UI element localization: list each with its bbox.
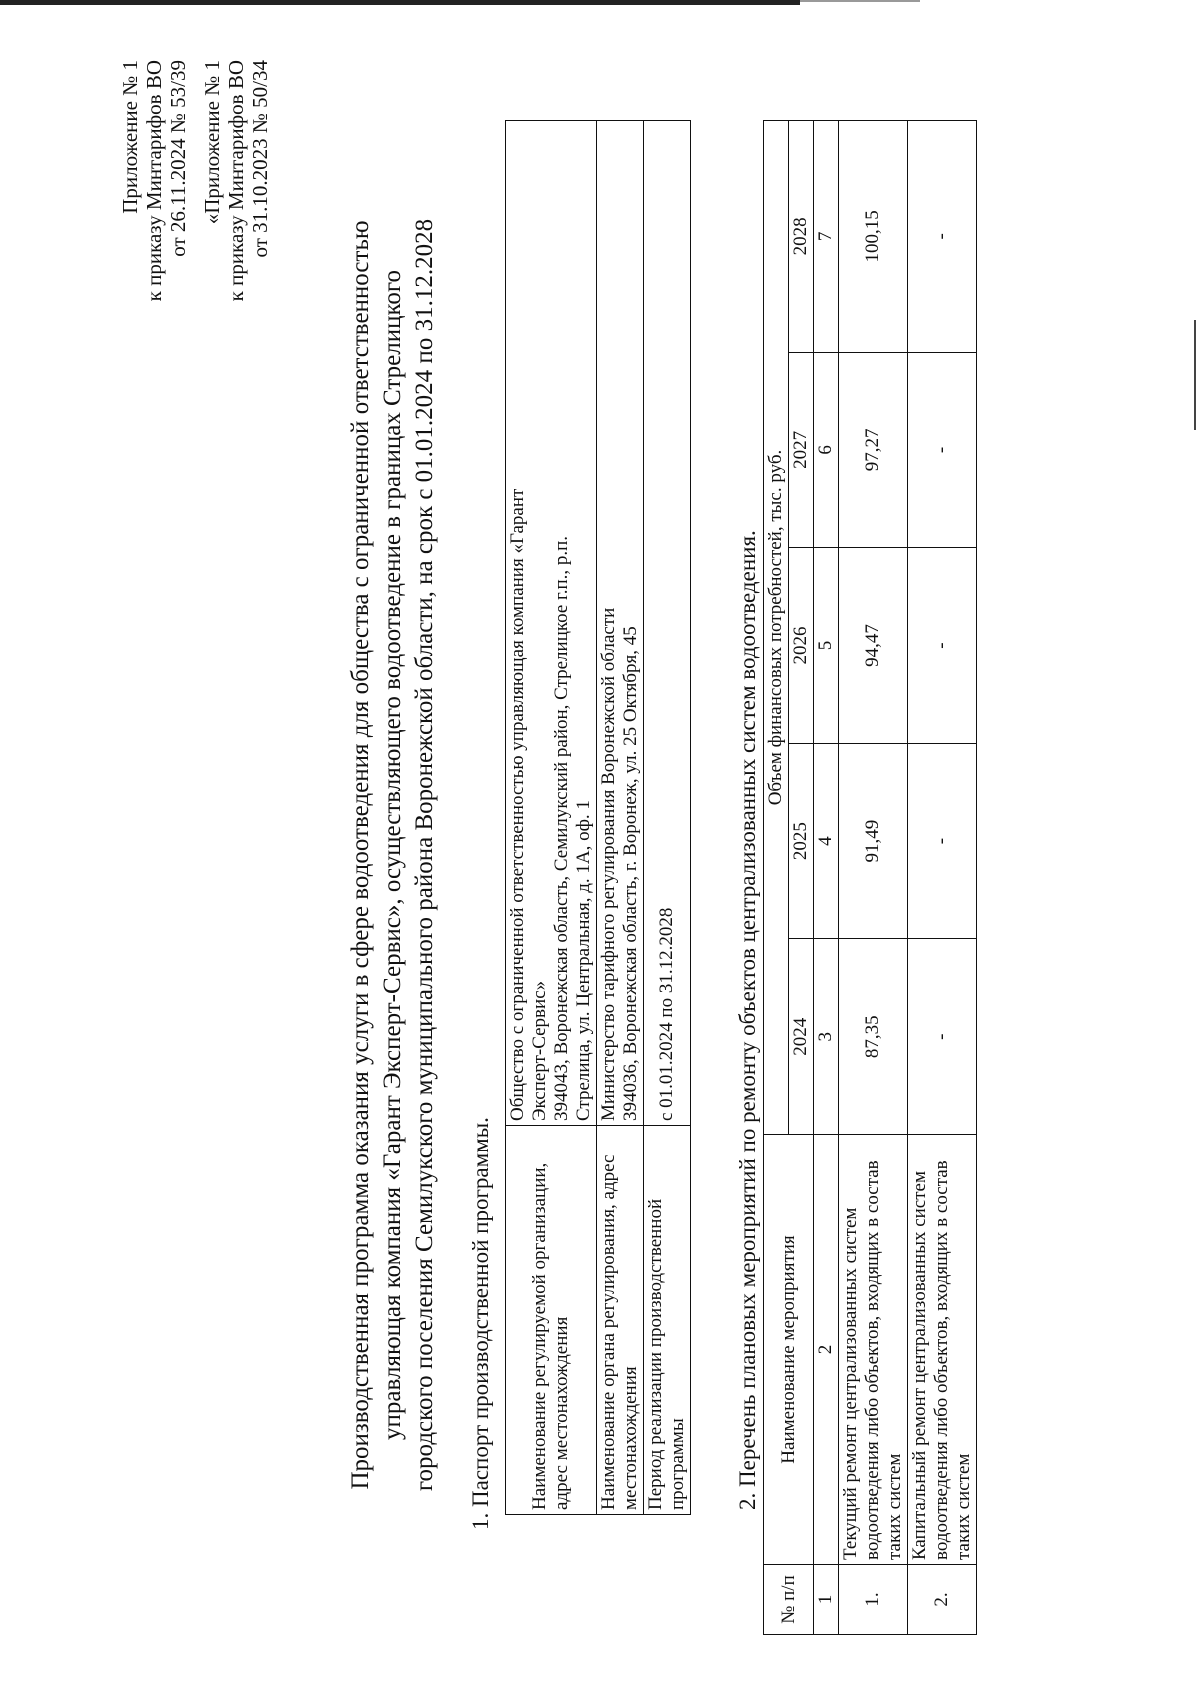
header-year: 2028 [789,121,814,353]
annex-previous-line-3: от 31.10.2023 № 50/34 [248,60,272,258]
header-year: 2024 [789,939,814,1135]
passport-label: Наименование органа регулирования, адрес местонахождения [597,1126,644,1515]
row-value: 94,47 [839,548,908,744]
passport-label: Наименование регулируемой организации, адрес местонахождения [506,1126,597,1515]
passport-value-line: Стрелица, ул. Центральная, д. 1А, оф. 1 [573,800,594,1121]
passport-value-line: 394036, Воронежская область, г. Воронеж, ул. 25 Октября, 45 [620,626,641,1121]
passport-value-line: Министерство тарифного регулирования Воронежской области [598,607,619,1121]
passport-value-line: Общество с ограниченной ответственностью управляющая компания «Гарант [507,488,528,1121]
passport-table [505,120,691,1515]
passport-label: Период реализации производственной программы [644,1126,691,1515]
passport-row-regulator [597,121,644,1515]
index-cell: 1 [814,1565,839,1635]
index-cell: 5 [814,548,839,744]
annex-current-line-2: к приказу Минтарифов ВО [142,60,166,302]
row-value: 87,35 [839,939,908,1135]
row-value: 100,15 [839,121,908,353]
repair-measures-table [763,120,977,1635]
row-value: - [908,352,977,548]
header-year: 2025 [789,743,814,939]
passport-value-line: с 01.01.2024 по 31.12.2028 [656,907,677,1121]
passport-value [506,121,597,1126]
header-year: 2027 [789,352,814,548]
row-value: - [908,121,977,353]
scan-edge-bar [0,0,800,5]
index-cell: 6 [814,352,839,548]
document-title [345,95,441,1615]
title-line-3: городского поселения Семилукского муниципального района Воронежской области, на срок с 01.01.2024 по 31.12.2028 [411,218,438,1492]
table-index-row [814,121,839,1635]
table-header-row [764,121,789,1635]
index-cell: 2 [814,1135,839,1565]
index-cell: 3 [814,939,839,1135]
passport-value-line: 394043, Воронежская область, Семилукский район, Стрелицкое г.п., р.п. [551,535,572,1121]
passport-row-period [644,121,691,1515]
annex-reference-current [118,60,190,530]
title-line-1: Производственная программа оказания услуги в сфере водоотведения для общества с ограниченной ответственностью [347,220,374,1490]
row-value: - [908,743,977,939]
section-2-heading: 2. Перечень плановых мероприятий по ремонту объектов централизованных систем водоотведения. [735,530,760,1510]
table-row [908,121,977,1635]
annex-current-line-3: от 26.11.2024 № 53/39 [166,60,190,257]
annex-reference-previous [200,60,272,530]
header-name: Наименование мероприятия [764,1135,814,1565]
row-num: 2. [908,1565,977,1635]
passport-row-organization [506,121,597,1515]
row-value: - [908,548,977,744]
scan-edge-line [800,0,920,2]
title-line-2: управляющая компания «Гарант Эксперт-Сервис», осуществляющего водоотведение в границах Стрелицкого [379,270,406,1440]
row-value: 97,27 [839,352,908,548]
table-row [839,121,908,1635]
header-volume: Объем финансовых потребностей, тыс. руб. [764,121,789,1135]
passport-value [597,121,644,1126]
passport-value-line: Эксперт-Сервис» [529,980,550,1121]
row-value: 91,49 [839,743,908,939]
index-cell: 7 [814,121,839,353]
rotated-page [0,15,1160,1675]
scan-edge-mark [1194,320,1196,430]
header-year: 2026 [789,548,814,744]
annex-previous-line-1: «Приложение № 1 [200,60,224,225]
row-name: Капитальный ремонт централизованных систем водоотведения либо объектов, входящих в состав таких систем [908,1135,977,1565]
row-num: 1. [839,1565,908,1635]
header-num: № п/п [764,1565,814,1635]
index-cell: 4 [814,743,839,939]
annex-previous-line-2: к приказу Минтарифов ВО [224,60,248,302]
row-name: Текущий ремонт централизованных систем водоотведения либо объектов, входящих в состав таких систем [839,1135,908,1565]
row-value: - [908,939,977,1135]
annex-current-line-1: Приложение № 1 [118,60,142,214]
section-1-heading: 1. Паспорт производственной программы. [468,1117,493,1530]
passport-value [644,121,691,1126]
